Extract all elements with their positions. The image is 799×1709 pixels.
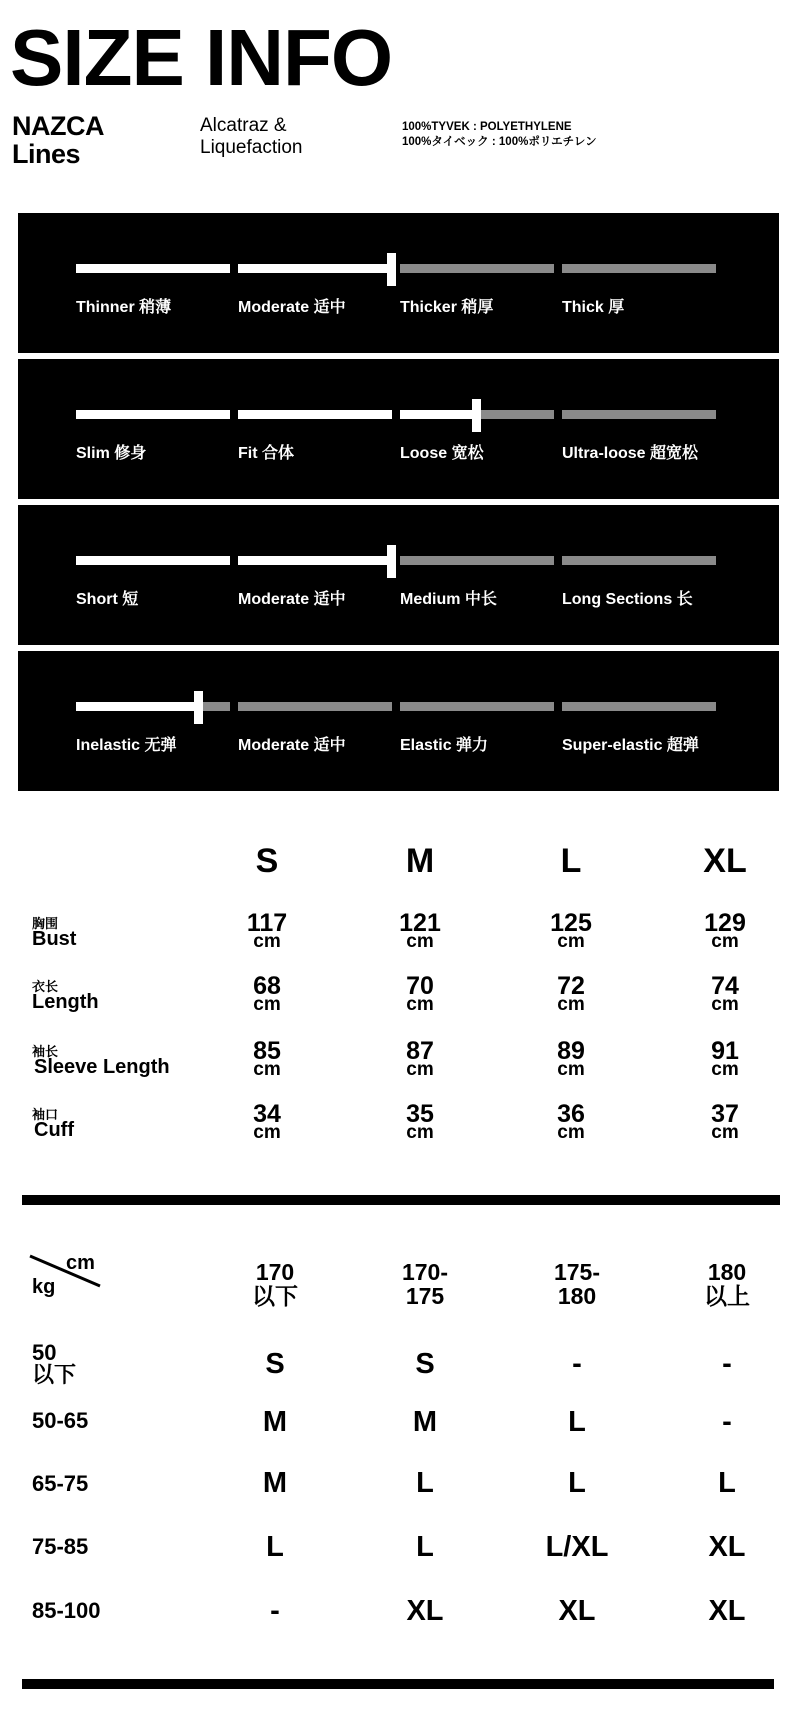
recommended-size: M — [262, 1406, 288, 1438]
row-label-en: Length — [32, 991, 99, 1013]
cell-unit: cm — [253, 931, 281, 952]
recommended-size: M — [262, 1467, 288, 1499]
scale-thickness — [18, 213, 779, 353]
scale-segment — [562, 702, 716, 711]
height-line-2: 175 — [405, 1283, 445, 1309]
scale-segment — [238, 410, 392, 419]
size-cell — [365, 1037, 475, 1080]
height-line-2: 以上 — [704, 1283, 750, 1309]
recommended-size: S — [415, 1348, 435, 1380]
height-header — [370, 1260, 480, 1308]
scale-label: Slim 修身 — [76, 445, 147, 462]
scale-label: Thick 厚 — [562, 299, 625, 316]
height-header — [672, 1260, 782, 1308]
scale-fill — [76, 702, 199, 711]
scale-label: Ultra-loose 超宽松 — [562, 445, 699, 462]
brand-line-1: NAZCA — [12, 111, 104, 141]
weight-line-1: 85-100 — [32, 1598, 101, 1623]
size-cell — [212, 972, 322, 1015]
height-line-1: 170- — [401, 1259, 449, 1285]
scale-label: Medium 中长 — [400, 591, 497, 608]
scale-label: Thicker 稍厚 — [400, 299, 494, 316]
cell-unit: cm — [253, 994, 281, 1015]
scale-segment — [76, 410, 230, 419]
product-line-2: Liquefaction — [200, 137, 303, 158]
weight-line-1: 50 — [32, 1340, 57, 1365]
row-label-zh: 袖口 — [32, 1107, 59, 1122]
weight-line-1: 65-75 — [32, 1471, 89, 1496]
scale-elasticity — [18, 651, 779, 791]
size-cell — [670, 972, 780, 1015]
cell-unit: cm — [253, 1122, 281, 1143]
cell-value: 72 — [557, 972, 585, 1000]
corner-weight-label: kg — [32, 1276, 56, 1298]
size-header: L — [560, 842, 582, 880]
row-label-zh: 胸围 — [32, 916, 59, 931]
scale-segment — [238, 556, 392, 565]
size-cell — [365, 1100, 475, 1143]
corner-height-label: cm — [66, 1252, 95, 1274]
row-label-en: Cuff — [34, 1119, 74, 1141]
cell-value: 117 — [246, 909, 288, 937]
cell-value: 74 — [711, 972, 739, 1000]
size-cell — [212, 909, 322, 952]
row-label-en: Sleeve Length — [34, 1056, 170, 1078]
height-header — [220, 1260, 330, 1308]
scale-segment — [76, 702, 230, 711]
scale-fill — [238, 556, 392, 565]
size-cell — [516, 1100, 626, 1143]
recommended-size: L — [416, 1531, 434, 1563]
size-cell — [365, 972, 475, 1015]
cell-value: 121 — [399, 909, 441, 937]
cell-value: 85 — [253, 1037, 281, 1065]
height-line-1: 175- — [553, 1259, 601, 1285]
recommended-size: XL — [708, 1531, 746, 1563]
size-cell — [670, 1100, 780, 1143]
cell-value: 70 — [406, 972, 434, 1000]
scale-fill — [238, 410, 392, 419]
height-header — [522, 1260, 632, 1308]
size-cell — [212, 1100, 322, 1143]
cell-value: 91 — [711, 1037, 739, 1065]
material-info — [402, 120, 597, 150]
size-cell — [670, 909, 780, 952]
cell-value: 89 — [557, 1037, 585, 1065]
size-header: S — [255, 842, 279, 880]
recommended-size: XL — [406, 1595, 444, 1627]
scale-segment — [562, 410, 716, 419]
scale-marker — [472, 399, 481, 432]
section-divider — [22, 1195, 780, 1205]
cell-value: 68 — [253, 972, 281, 1000]
recommended-size: - — [270, 1595, 280, 1627]
recommended-size: L — [568, 1406, 586, 1438]
recommended-size: XL — [558, 1595, 596, 1627]
cell-value: 87 — [406, 1037, 434, 1065]
scale-segment — [400, 264, 554, 273]
weight-line-1: 75-85 — [32, 1534, 89, 1559]
cell-unit: cm — [406, 931, 434, 952]
scale-label: Super-elastic 超弹 — [562, 737, 699, 754]
weight-label — [32, 1410, 88, 1432]
cell-value: 125 — [550, 909, 592, 937]
cell-unit: cm — [557, 931, 585, 952]
scale-segment — [562, 264, 716, 273]
scale-label: Inelastic 无弹 — [76, 737, 177, 754]
cell-unit: cm — [711, 1059, 739, 1080]
brand-name — [12, 112, 104, 168]
cell-unit: cm — [711, 994, 739, 1015]
cell-unit: cm — [406, 1059, 434, 1080]
size-cell — [670, 1037, 780, 1080]
page-title: SIZE INFO — [10, 13, 393, 102]
weight-label — [32, 1473, 88, 1495]
height-line-1: 180 — [707, 1259, 747, 1285]
cell-value: 34 — [253, 1100, 281, 1128]
cell-unit: cm — [406, 994, 434, 1015]
scale-label: Long Sections 长 — [562, 591, 693, 608]
cell-value: 129 — [704, 909, 746, 937]
brand-line-2: Lines — [12, 139, 81, 169]
cell-value: 35 — [406, 1100, 434, 1128]
scale-fill — [238, 264, 392, 273]
size-cell — [365, 909, 475, 952]
scale-length — [18, 505, 779, 645]
size-header: M — [405, 842, 435, 880]
weight-line-2: 以下 — [32, 1362, 77, 1387]
scale-label: Moderate 适中 — [238, 737, 346, 754]
scale-label: Moderate 适中 — [238, 299, 346, 316]
cell-unit: cm — [406, 1122, 434, 1143]
size-cell — [516, 1037, 626, 1080]
weight-label — [32, 1342, 76, 1386]
scale-marker — [387, 253, 396, 286]
scale-fill — [76, 264, 230, 273]
scale-label: Moderate 适中 — [238, 591, 346, 608]
scale-label: Fit 合体 — [238, 445, 294, 462]
section-divider — [22, 1679, 774, 1689]
scale-segment — [76, 264, 230, 273]
weight-label — [32, 1536, 88, 1558]
material-line-1: 100%TYVEK : POLYETHYLENE — [402, 121, 572, 133]
row-label-en: Bust — [32, 928, 77, 950]
scale-segment — [238, 702, 392, 711]
material-line-2: 100%タイベック : 100%ポリエチレン — [402, 136, 597, 148]
height-line-2: 180 — [557, 1283, 597, 1309]
recommended-size: XL — [708, 1595, 746, 1627]
size-header: XL — [703, 842, 747, 880]
product-line-1: Alcatraz & — [200, 115, 287, 136]
weight-line-1: 50-65 — [32, 1408, 89, 1433]
product-name — [200, 115, 302, 159]
scale-segment — [238, 264, 392, 273]
recommended-size: L — [568, 1467, 586, 1499]
row-label-zh: 衣长 — [32, 979, 59, 994]
scale-fit — [18, 359, 779, 499]
height-line-2: 以下 — [252, 1283, 298, 1309]
size-cell — [212, 1037, 322, 1080]
recommended-size: - — [572, 1348, 582, 1380]
cell-unit: cm — [557, 994, 585, 1015]
scale-label: Short 短 — [76, 591, 139, 608]
cell-unit: cm — [253, 1059, 281, 1080]
scale-segment — [400, 556, 554, 565]
recommended-size: - — [722, 1406, 732, 1438]
recommended-size: L/XL — [545, 1531, 609, 1563]
cell-value: 37 — [711, 1100, 739, 1128]
scale-label: Elastic 弹力 — [400, 737, 489, 754]
scale-marker — [387, 545, 396, 578]
recommended-size: - — [722, 1348, 732, 1380]
height-line-1: 170 — [255, 1259, 295, 1285]
scale-segment — [76, 556, 230, 565]
scale-segment — [400, 702, 554, 711]
cell-unit: cm — [711, 1122, 739, 1143]
recommended-size: L — [416, 1467, 434, 1499]
scale-label: Loose 宽松 — [400, 445, 484, 462]
recommended-size: L — [718, 1467, 736, 1499]
cell-value: 36 — [557, 1100, 585, 1128]
scale-fill — [76, 556, 230, 565]
weight-label — [32, 1600, 101, 1622]
size-cell — [516, 972, 626, 1015]
scale-fill — [76, 410, 230, 419]
size-cell — [516, 909, 626, 952]
cell-unit: cm — [711, 931, 739, 952]
scale-fill — [400, 410, 477, 419]
row-label-zh: 袖长 — [32, 1044, 59, 1059]
scale-marker — [194, 691, 203, 724]
cell-unit: cm — [557, 1059, 585, 1080]
scale-label: Thinner 稍薄 — [76, 299, 172, 316]
cell-unit: cm — [557, 1122, 585, 1143]
recommended-size: L — [266, 1531, 284, 1563]
recommended-size: M — [412, 1406, 438, 1438]
scale-segment — [562, 556, 716, 565]
recommended-size: S — [265, 1348, 285, 1380]
